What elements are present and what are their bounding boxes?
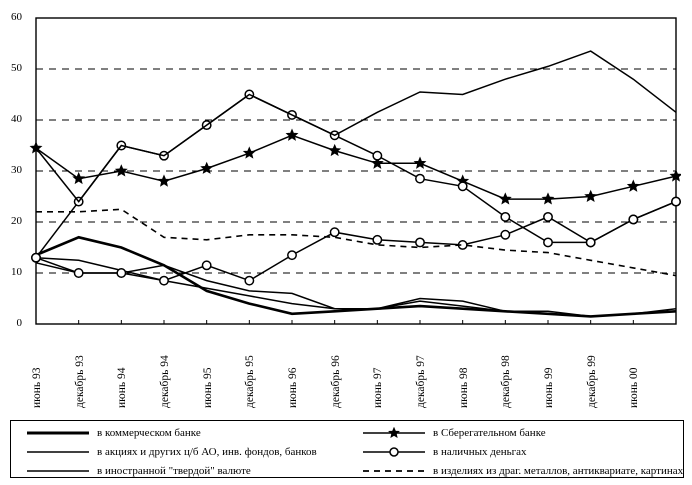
legend-label: в акциях и других ц/б АО, инв. фондов, банков xyxy=(97,446,317,458)
x-tick-label: июнь 97 xyxy=(372,367,385,408)
x-tick-label: июнь 93 xyxy=(31,367,43,408)
series-line xyxy=(36,51,676,202)
legend-label: в наличных деньгах xyxy=(433,446,527,458)
legend-label: в изделиях из драг. металлов, антиквариате, картинах xyxy=(433,465,684,477)
legend-item xyxy=(25,465,251,477)
series-line xyxy=(36,237,676,316)
y-tick-label: 30 xyxy=(11,164,22,176)
x-tick-label: июнь 00 xyxy=(628,367,641,408)
x-tick-label: декабрь 97 xyxy=(415,355,427,408)
legend-item xyxy=(25,446,317,458)
y-tick-label: 0 xyxy=(16,317,22,329)
legend-label: в иностранной "твердой" валюте xyxy=(97,465,251,477)
x-tick-label: июнь 99 xyxy=(543,367,555,408)
x-tick-label: июнь 95 xyxy=(201,367,214,408)
legend-symbol xyxy=(25,465,91,477)
series-line xyxy=(30,129,681,204)
legend-symbol xyxy=(25,427,91,439)
legend-symbol xyxy=(25,446,91,458)
legend-item xyxy=(361,427,546,439)
y-tick-label: 60 xyxy=(11,11,22,23)
legend-symbol xyxy=(361,427,427,439)
series-line xyxy=(36,263,676,317)
x-tick-label: июнь 98 xyxy=(457,367,470,408)
x-tick-label: декабрь 98 xyxy=(500,355,513,408)
y-tick-label: 10 xyxy=(11,266,22,278)
legend-label: в Сберегательном банке xyxy=(433,427,546,439)
legend-symbol xyxy=(361,465,427,477)
y-tick-label: 50 xyxy=(11,62,22,74)
x-tick-label: декабрь 94 xyxy=(159,355,171,408)
legend-item xyxy=(361,465,683,477)
legend-item xyxy=(361,446,527,458)
series-line xyxy=(36,258,676,317)
x-tick-label: декабрь 93 xyxy=(73,355,86,408)
x-tick-label: декабрь 95 xyxy=(244,355,257,408)
y-tick-label: 40 xyxy=(11,113,22,125)
x-tick-label: июнь 96 xyxy=(287,367,299,408)
legend-label: в коммерческом банке xyxy=(97,427,201,439)
x-tick-label: июнь 94 xyxy=(116,367,129,408)
y-tick-label: 20 xyxy=(11,215,22,227)
x-tick-label: декабрь 99 xyxy=(585,355,598,408)
plot-area xyxy=(26,14,681,330)
legend-symbol xyxy=(361,446,427,458)
x-tick-label: декабрь 96 xyxy=(329,355,342,408)
legend-item xyxy=(25,427,201,439)
chart-legend xyxy=(10,420,684,478)
chart-svg xyxy=(26,14,681,330)
